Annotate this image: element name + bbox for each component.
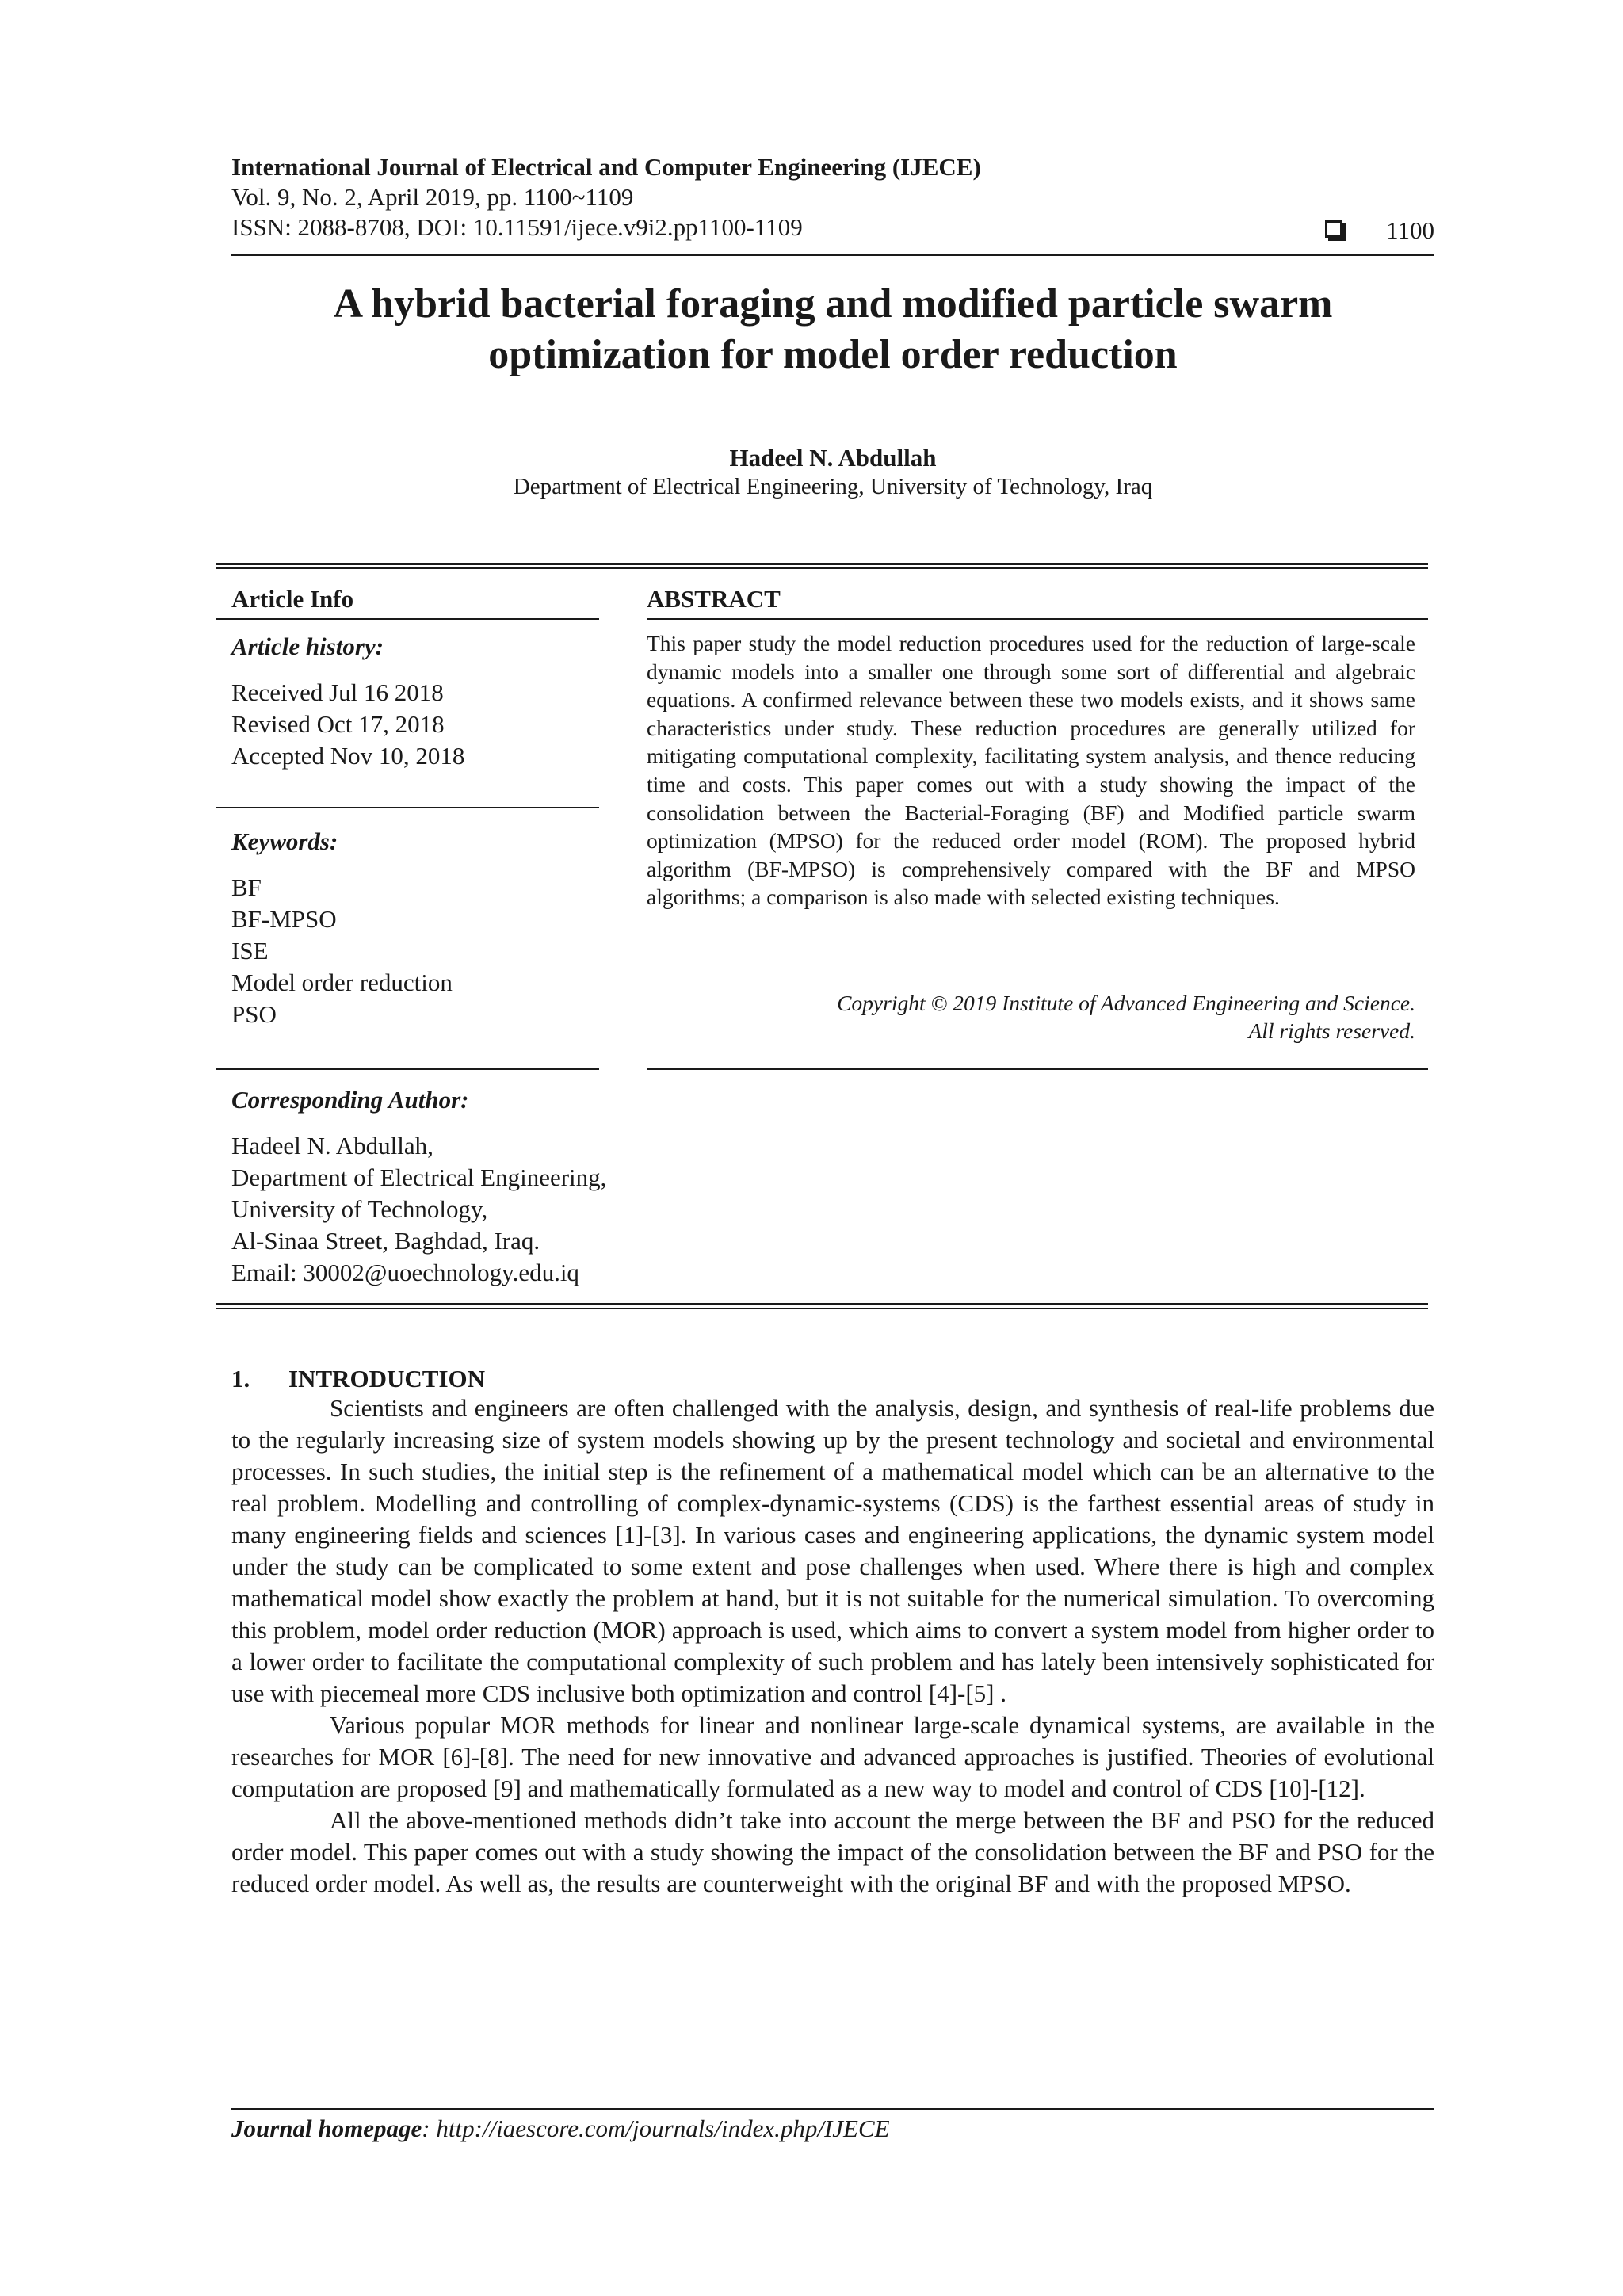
footer-label: Journal homepage	[231, 2115, 422, 2142]
keyword-item: BF-MPSO	[231, 905, 337, 933]
journal-homepage-footer	[231, 2113, 890, 2145]
info-box-top-rule	[216, 563, 1428, 569]
keywords-heading: Keywords:	[231, 827, 338, 855]
journal-volume: Vol. 9, No. 2, April 2019, pp. 1100~1109	[231, 183, 634, 211]
paper-title	[231, 279, 1434, 380]
page-number: 1100	[1386, 216, 1434, 244]
journal-issn-doi: ISSN: 2088-8708, DOI: 10.11591/ijece.v9i2.pp1100-1109	[231, 213, 803, 241]
footer-separator: :	[422, 2115, 437, 2142]
article-history	[231, 631, 596, 772]
keyword-item: Model order reduction	[231, 968, 453, 996]
introduction-body	[231, 1392, 1434, 1900]
abstract-column	[647, 583, 1415, 615]
section-number: 1.	[231, 1365, 250, 1392]
keywords-block	[231, 826, 596, 1030]
author-name: Hadeel N. Abdullah	[729, 444, 937, 472]
paragraph: All the above-mentioned methods didn’t take into account the merge between the BF and PSO for the reduced order model. This paper comes out with a study showing the impact of the consolidation between the BF and PSO for the reduced order model. As well as, the results are counterweight with the original BF and with the proposed MPSO.	[231, 1806, 1434, 1897]
copyright-line-2: All rights reserved.	[1248, 1018, 1415, 1043]
square-bullet-icon	[1325, 220, 1342, 238]
paragraph: Scientists and engineers are often challenged with the analysis, design, and synthesis of real-life problems due to the regularly increasing size of system models showing up by the present technology and societal and environmental processes. In such studies, the initial step is the refinement of a mathematical model which can be an alternative to the real problem. Modelling and controlling of complex-dynamic-systems (CDS) is the farthest essential areas of study in many engineering fields and sciences [1]-[3]. In various cases and engineering applications, the dynamic system model under the study can be complicated to some extent and pose challenges when used. Where there is high and complex mathematical model show exactly the problem at hand, but it is not suitable for the numerical simulation. To overcoming this problem, model order reduction (MOR) approach is used, which aims to convert a system model from higher order to a lower order to facilitate the computational complexity of such problem and has lately been intensively sophisticated for use with piecemeal more CDS inclusive both optimization and control [4]-[5] .	[231, 1394, 1434, 1707]
abstract-heading: ABSTRACT	[647, 585, 781, 613]
keyword-item: PSO	[231, 1000, 277, 1028]
keyword-item: ISE	[231, 937, 269, 965]
keywords-rule	[216, 1068, 599, 1070]
author-affiliation: Department of Electrical Engineering, University of Technology, Iraq	[513, 474, 1153, 499]
corresponding-line: Hadeel N. Abdullah,	[231, 1132, 433, 1159]
corresponding-line: University of Technology,	[231, 1195, 488, 1223]
paragraph: Various popular MOR methods for linear and nonlinear large-scale dynamical systems, are available in the researches for MOR [6]-[8]. The need for new innovative and advanced approaches is justified. Theories of evolutional computation are proposed [9] and mathematically formulated as a new way to model and control of CDS [10]-[12].	[231, 1711, 1434, 1802]
history-received: Received Jul 16 2018	[231, 678, 444, 706]
title-line-2: optimization for model order reduction	[488, 332, 1178, 377]
abstract-text: This paper study the model reduction procedures used for the reduction of large-scale dynamic models into a smaller one through some sort of differential and algebraic equations. A confirmed relevance between these two models exists, and it shows same characteristics under study. These reduction procedures are generally utilized for mitigating computational complexity, facilitating system analysis, and thence reducing time and costs. This paper comes out with a study showing the impact of the consolidation between the Bacterial-Foraging (BF) and Modified particle swarm optimization (MPSO) for the reduced order model (ROM). The proposed hybrid algorithm (BF-MPSO) is comprehensively compared with the BF and MPSO algorithms; a comparison is also made with selected existing techniques.	[647, 631, 1415, 910]
title-line-1: A hybrid bacterial foraging and modified particle swarm	[333, 281, 1333, 327]
copyright-notice	[647, 989, 1415, 1045]
history-rule	[216, 807, 599, 808]
journal-homepage-link[interactable]: http://iaescore.com/journals/index.php/IJECE	[436, 2115, 890, 2142]
corresponding-email: Email: 30002@uoechnology.edu.iq	[231, 1259, 579, 1286]
article-history-heading: Article history:	[231, 632, 384, 660]
footer-rule	[231, 2108, 1434, 2110]
section-heading-introduction	[231, 1363, 485, 1395]
header-rule	[231, 254, 1434, 256]
corresponding-author-heading: Corresponding Author:	[231, 1086, 469, 1114]
history-revised: Revised Oct 17, 2018	[231, 710, 445, 738]
history-accepted: Accepted Nov 10, 2018	[231, 742, 465, 770]
keyword-item: BF	[231, 873, 262, 901]
abstract-rule	[647, 618, 1428, 620]
article-info-heading: Article Info	[231, 585, 354, 613]
copyright-line-1: Copyright © 2019 Institute of Advanced Engineering and Science.	[837, 991, 1415, 1015]
section-title: INTRODUCTION	[288, 1365, 486, 1392]
abstract-bottom-rule	[647, 1068, 1428, 1070]
journal-name: International Journal of Electrical and Computer Engineering (IJECE)	[231, 153, 981, 181]
corresponding-line: Department of Electrical Engineering,	[231, 1163, 607, 1191]
corresponding-line: Al-Sinaa Street, Baghdad, Iraq.	[231, 1227, 540, 1255]
info-box-bottom-rule	[216, 1303, 1428, 1309]
corresponding-author	[231, 1084, 675, 1289]
running-header	[231, 152, 1434, 243]
article-info-rule	[216, 618, 599, 620]
article-info-column	[231, 583, 596, 615]
